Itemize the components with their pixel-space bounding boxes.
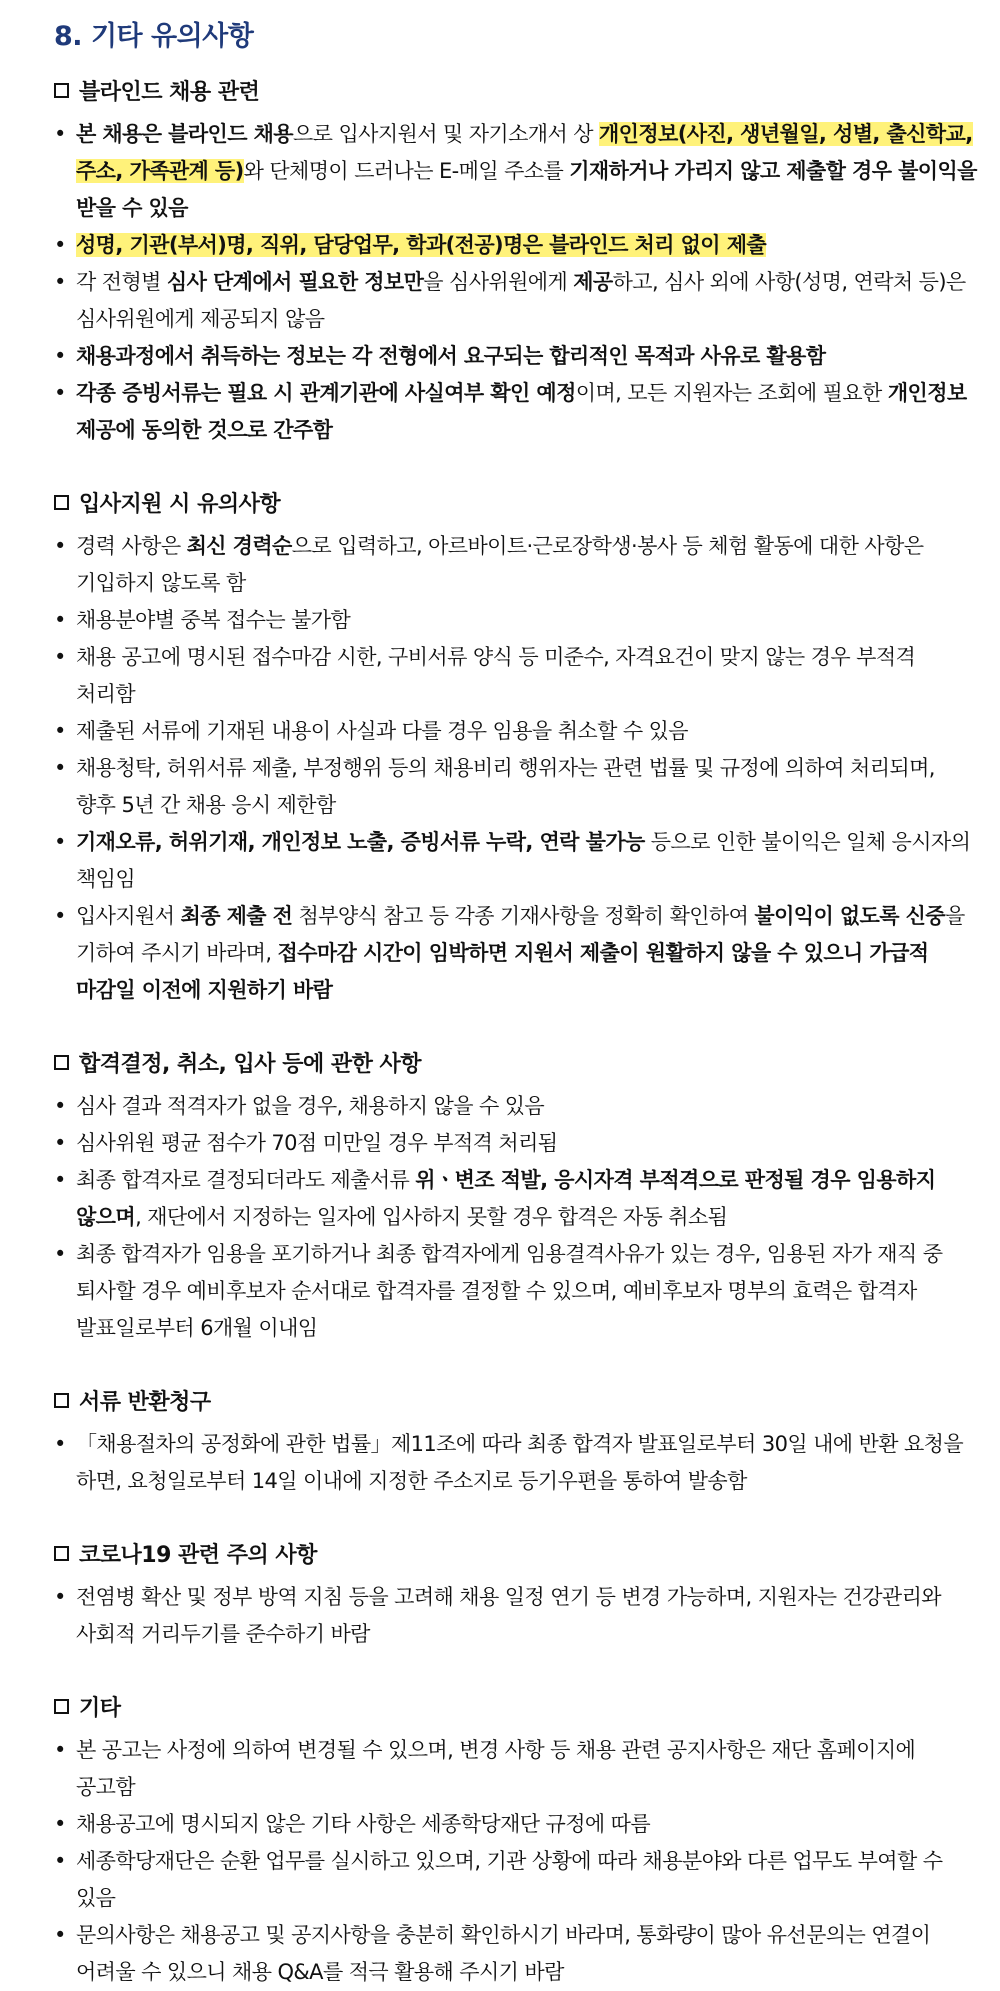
text-segment: 각종 증빙서류는 필요 시 관계기관에 사실여부 확인 예정 [76, 381, 576, 405]
bullet-list [54, 116, 980, 449]
text-segment: 등으로 인한 불이익은 일체 응시자의 책임임 [76, 830, 971, 891]
section-heading [54, 75, 980, 106]
section-heading-text: 코로나19 관련 주의 사항 [79, 1543, 317, 1568]
text-segment: 최종 제출 전 [180, 904, 293, 928]
bullet-icon: • [54, 122, 66, 146]
checkbox-square-icon [54, 83, 69, 98]
text-segment: 으로 입사지원서 및 자기소개서 상 [293, 122, 599, 146]
section-heading [54, 1385, 980, 1416]
bullet-icon: • [54, 1168, 66, 1192]
bullet-list [54, 1088, 980, 1347]
text-segment: 경력 사항은 [76, 534, 187, 558]
list-item [54, 750, 980, 824]
text-segment: 채용청탁, 허위서류 제출, 부정행위 등의 채용비리 행위자는 관련 법률 및 규정에 의하여 처리되며, 향후 5년 간 채용 응시 제한함 [76, 756, 935, 817]
text-segment: 심사 결과 적격자가 없을 경우, 채용하지 않을 수 있음 [76, 1094, 545, 1118]
bullet-icon: • [54, 756, 66, 780]
text-segment: 제출된 서류에 기재된 내용이 사실과 다를 경우 임용을 취소할 수 있음 [76, 719, 688, 743]
bullet-icon: • [54, 1812, 66, 1836]
list-item [54, 713, 980, 750]
text-segment: 이며, 모든 지원자는 조회에 필요한 [575, 381, 888, 405]
checkbox-square-icon [54, 1699, 69, 1714]
list-item [54, 528, 980, 602]
bullet-icon: • [54, 1923, 66, 1947]
bullet-icon: • [54, 344, 66, 368]
bullet-icon: • [54, 1849, 66, 1873]
bullet-icon: • [54, 904, 66, 928]
section-heading-text: 합격결정, 취소, 입사 등에 관한 사항 [79, 1052, 422, 1077]
list-item [54, 116, 980, 227]
list-item [54, 1732, 980, 1806]
section-heading-text: 서류 반환청구 [79, 1390, 211, 1415]
text-segment: 최종 합격자로 결정되더라도 제출서류 [76, 1168, 416, 1192]
list-item [54, 1125, 980, 1162]
list-item [54, 639, 980, 713]
bullet-icon: • [54, 645, 66, 669]
bullet-icon: • [54, 1094, 66, 1118]
section-1 [54, 487, 980, 1009]
list-item [54, 227, 980, 264]
section-heading-text: 블라인드 채용 관련 [79, 80, 260, 105]
text-segment: 와 단체명이 드러나는 E-메일 주소를 [243, 159, 570, 183]
text-segment: 불이익이 없도록 신중 [754, 904, 945, 928]
bullet-icon: • [54, 381, 66, 405]
list-item [54, 375, 980, 449]
bullet-icon: • [54, 1432, 66, 1456]
section-4 [54, 1538, 980, 1653]
section-2 [54, 1047, 980, 1347]
text-segment: 세종학당재단은 순환 업무를 실시하고 있으며, 기관 상황에 따라 채용분야와 다른 업무도 부여할 수 있음 [76, 1849, 943, 1910]
bullet-icon: • [54, 830, 66, 854]
text-segment: 「채용절차의 공정화에 관한 법률」제11조에 따라 최종 합격자 발표일로부터 30일 내에 반환 요청을 하면, 요청일로부터 14일 이내에 지정한 주소지로 등기우편을 통하여 발송함 [76, 1432, 964, 1493]
bullet-icon: • [54, 1585, 66, 1609]
bullet-icon: • [54, 534, 66, 558]
text-segment: 첨부양식 참고 등 각종 기재사항을 정확히 확인하여 [292, 904, 755, 928]
list-item [54, 1162, 980, 1236]
text-segment: 채용분야별 중복 접수는 불가함 [76, 608, 351, 632]
text-segment: 채용공고에 명시되지 않은 기타 사항은 세종학당재단 규정에 따름 [76, 1812, 651, 1836]
list-item [54, 824, 980, 898]
text-segment: 접수마감 시간이 임박하면 지원서 제출이 원활하지 않을 수 있으니 가급적 마감일 이전에 지원하기 바람 [76, 941, 929, 1002]
text-segment: 으로 입력하고, 아르바이트·근로장학생·봉사 등 체험 활동에 대한 사항은 기입하지 않도록 함 [76, 534, 924, 595]
list-item [54, 1236, 980, 1347]
text-segment: 채용 공고에 명시된 접수마감 시한, 구비서류 양식 등 미준수, 자격요건이 맞지 않는 경우 부적격 처리함 [76, 645, 916, 706]
text-segment: 본 공고는 사정에 의하여 변경될 수 있으며, 변경 사항 등 채용 관련 공지사항은 재단 홈페이지에 공고함 [76, 1738, 916, 1799]
bullet-list [54, 1732, 980, 1991]
text-segment: 최신 경력순 [186, 534, 292, 558]
section-heading [54, 1691, 980, 1722]
bullet-icon: • [54, 1738, 66, 1762]
text-segment: 을 기하여 주시기 바라며, [76, 904, 965, 965]
text-segment: 성명, 기관(부서)명, 직위, 담당업무, 학과(전공)명은 블라인드 처리 없이 제출 [76, 233, 767, 257]
list-item [54, 1088, 980, 1125]
section-0 [54, 75, 980, 449]
text-segment: 하고, 심사 외에 사항(성명, 연락처 등)은 심사위원에게 제공되지 않음 [76, 270, 966, 331]
bullet-list [54, 528, 980, 1009]
bullet-icon: • [54, 719, 66, 743]
section-heading-text: 기타 [79, 1696, 121, 1721]
text-segment: 제공 [573, 270, 613, 294]
section-heading [54, 487, 980, 518]
text-segment: 문의사항은 채용공고 및 공지사항을 충분히 확인하시기 바라며, 통화량이 많아 유선문의는 연결이 어려울 수 있으니 채용 Q&A를 적극 활용해 주시기 바람 [76, 1923, 931, 1984]
checkbox-square-icon [54, 1393, 69, 1408]
text-segment: 전염병 확산 및 정부 방역 지침 등을 고려해 채용 일정 연기 등 변경 가능하며, 지원자는 건강관리와 사회적 거리두기를 준수하기 바람 [76, 1585, 941, 1646]
text-segment: 개인정보 제공에 동의한 것으로 간주함 [76, 381, 967, 442]
text-segment: 각 전형별 [76, 270, 167, 294]
bullet-icon: • [54, 270, 66, 294]
text-segment: , 재단에서 지정하는 일자에 입사하지 못할 경우 합격은 자동 취소됨 [135, 1205, 728, 1229]
list-item [54, 1843, 980, 1917]
section-5 [54, 1691, 980, 1991]
list-item [54, 898, 980, 1009]
text-segment: 위ㆍ변조 적발, 응시자격 부적격으로 판정될 경우 임용하지 않으며 [76, 1168, 936, 1229]
section-heading-text: 입사지원 시 유의사항 [79, 492, 281, 517]
list-item [54, 1579, 980, 1653]
text-segment: 심사위원 평균 점수가 70점 미만일 경우 부적격 처리됨 [76, 1131, 558, 1155]
text-segment: 채용과정에서 취득하는 정보는 각 전형에서 요구되는 합리적인 목적과 사유로 활용함 [76, 344, 826, 368]
list-item [54, 1917, 980, 1991]
text-segment: 개인정보(사진, 생년월일, 성별, 출신학교, 주소, 가족관계 등) [76, 122, 973, 183]
section-heading [54, 1047, 980, 1078]
text-segment: 을 심사위원에게 [423, 270, 574, 294]
text-segment: 기재하거나 가리지 않고 제출할 경우 불이익을 받을 수 있음 [76, 159, 977, 220]
text-segment: 입사지원서 [76, 904, 181, 928]
checkbox-square-icon [54, 495, 69, 510]
bullet-icon: • [54, 233, 66, 257]
section-3 [54, 1385, 980, 1500]
list-item [54, 1806, 980, 1843]
section-heading [54, 1538, 980, 1569]
text-segment: 본 채용은 블라인드 채용 [76, 122, 293, 146]
sections-container [54, 75, 980, 1991]
bullet-list [54, 1426, 980, 1500]
text-segment: 최종 합격자가 임용을 포기하거나 최종 합격자에게 임용결격사유가 있는 경우, 임용된 자가 재직 중 퇴사할 경우 예비후보자 순서대로 합격자를 결정할 수 있으며, 예비후보자 명부의 효력은 합격자 발표일로부터 6개월 이내임 [76, 1242, 943, 1340]
page-title: 8. 기타 유의사항 [54, 21, 254, 52]
list-item [54, 264, 980, 338]
list-item [54, 1426, 980, 1500]
list-item [54, 602, 980, 639]
text-segment: 기재오류, 허위기재, 개인정보 노출, 증빙서류 누락, 연락 불가능 [76, 830, 645, 854]
bullet-list [54, 1579, 980, 1653]
checkbox-square-icon [54, 1546, 69, 1561]
list-item [54, 338, 980, 375]
checkbox-square-icon [54, 1055, 69, 1070]
bullet-icon: • [54, 608, 66, 632]
bullet-icon: • [54, 1131, 66, 1155]
bullet-icon: • [54, 1242, 66, 1266]
text-segment: 심사 단계에서 필요한 정보만 [166, 270, 424, 294]
